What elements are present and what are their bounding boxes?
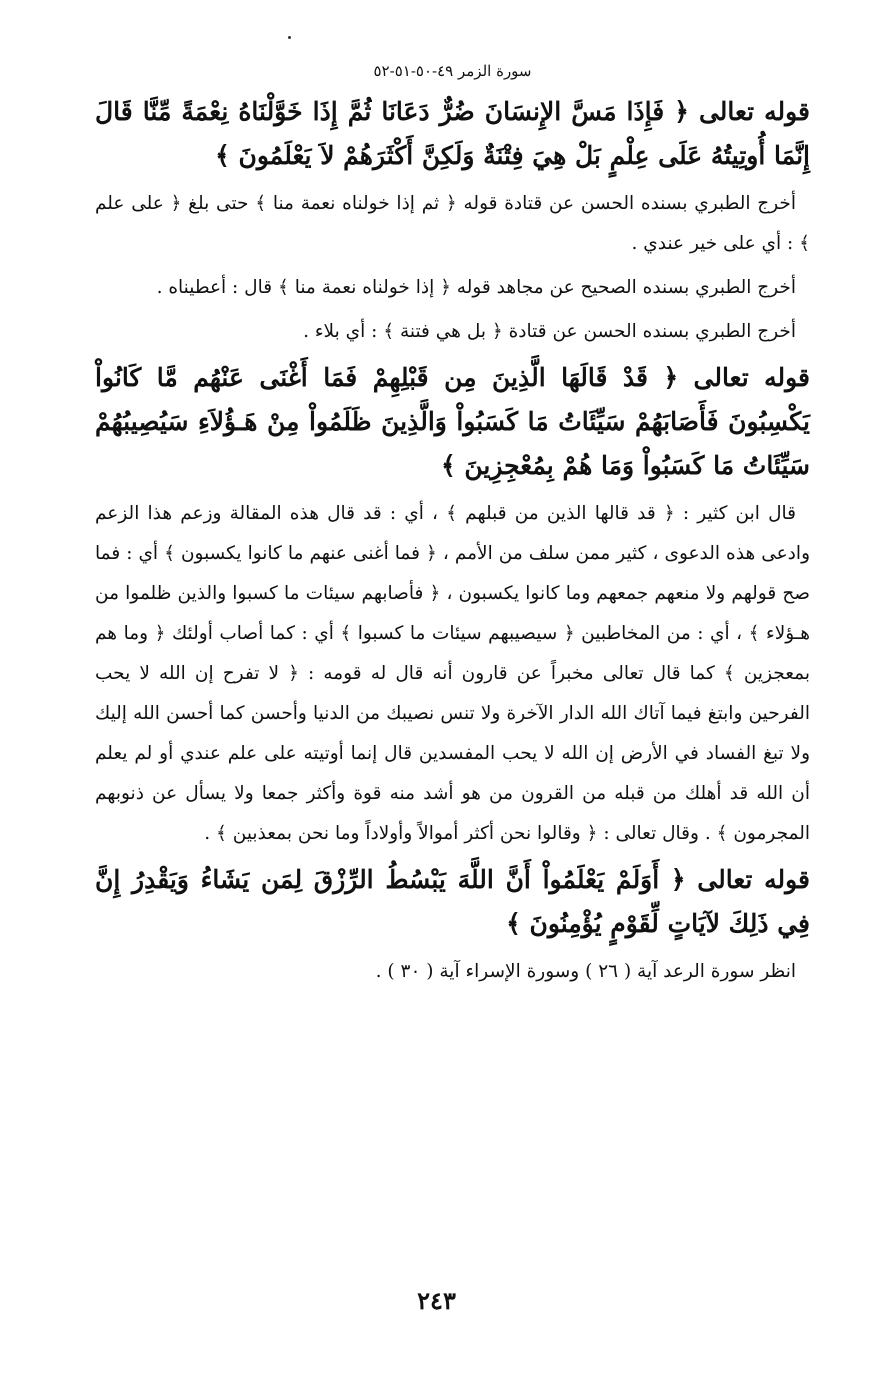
commentary-paragraph-3: أخرج الطبري بسنده الحسن عن قتادة ﴿ بل هي فتنة ﴾ : أي بلاء .	[303, 321, 796, 342]
page-number: ٢٤٣	[417, 1286, 456, 1315]
page-body	[95, 60, 810, 996]
running-head: سورة الزمر ٤٩-٥٠-٥١-٥٢	[373, 62, 532, 80]
verse-heading-1: قوله تعالى ﴿ فَإِذَا مَسَّ الإِنسَانَ ضُرٌّ دَعَانَا ثُمَّ إِذَا خَوَّلْنَاهُ نِعْمَةً مِّنَّا قَالَ إِنَّمَا أُوتِيتُهُ عَلَى عِلْمٍ بَلْ هِيَ فِتْنَةٌ وَلَكِنَّ أَكْثَرَهُمْ لاَ يَعْلَمُونَ ﴾	[95, 97, 810, 170]
commentary-paragraph-4: قال ابن كثير : ﴿ قد قالها الذين من قبلهم ﴾ ، أي : قد قال هذه المقالة وزعم هذا الزعم وادعى هذه الدعوى ، كثير ممن سلف من الأمم ، ﴿ فما أغنى عنهم ما كانوا يكسبون ﴾ أي : فما صح قولهم ولا منعهم جمعهم وما كانوا يكسبون ، ﴿ فأصابهم سيئات ما كسبوا والذين ظلموا من هـؤلاء ﴾ ، أي : من المخاطبين ﴿ سيصيبهم سيئات ما كسبوا ﴾ أي : كما أصاب أولئك ﴿ وما هم بمعجزين ﴾ كما قال تعالى مخبراً عن قارون أنه قال له قومه : ﴿ لا تفرح إن الله لا يحب الفرحين وابتغ فيما آتاك الله الدار الآخرة ولا تنس نصيبك من الدنيا وأحسن كما أحسن الله إليك ولا تبغ الفساد في الأرض إن الله لا يحب المفسدين قال إنما أوتيته على علم عندي أو لم يعلم أن الله قد أهلك من قبله من القرون من هو أشد منه قوة وأكثر جمعا ولا يسأل عن ذنوبهم المجرمون ﴾ . وقال تعالى : ﴿ وقالوا نحن أكثر أموالاً وأولاداً وما نحن بمعذبين ﴾ .	[95, 503, 811, 844]
verse-heading-3: قوله تعالى ﴿ أَوَلَمْ يَعْلَمُواْ أَنَّ اللَّهَ يَبْسُطُ الرِّزْقَ لِمَن يَشَاءُ وَيَقْدِرُ إِنَّ فِي ذَلِكَ لآيَاتٍ لِّقَوْمٍ يُؤْمِنُونَ ﴾	[95, 865, 810, 938]
commentary-paragraph-2: أخرج الطبري بسنده الصحيح عن مجاهد قوله ﴿ إذا خولناه نعمة منا ﴾ قال : أعطيناه .	[156, 277, 796, 298]
commentary-paragraph-1: أخرج الطبري بسنده الحسن عن قتادة قوله ﴿ ثم إذا خولناه نعمة منا ﴾ حتى بلغ ﴿ على علم ﴾ : أي على خير عندي .	[95, 193, 810, 254]
commentary-paragraph-5: انظر سورة الرعد آية ( ٢٦ ) وسورة الإسراء آية ( ٣٠ ) .	[375, 961, 796, 982]
verse-heading-2: قوله تعالى ﴿ قَدْ قَالَهَا الَّذِينَ مِن قَبْلِهِمْ فَمَا أَغْنَى عَنْهُم مَّا كَانُواْ يَكْسِبُونَ فَأَصَابَهُمْ سَيِّئَاتُ مَا كَسَبُواْ وَالَّذِينَ ظَلَمُواْ مِنْ هَـؤُلاَءِ سَيُصِيبُهُمْ سَيِّئَاتُ مَا كَسَبُواْ وَمَا هُمْ بِمُعْجِزِينَ ﴾	[95, 363, 810, 480]
speck	[288, 36, 291, 39]
